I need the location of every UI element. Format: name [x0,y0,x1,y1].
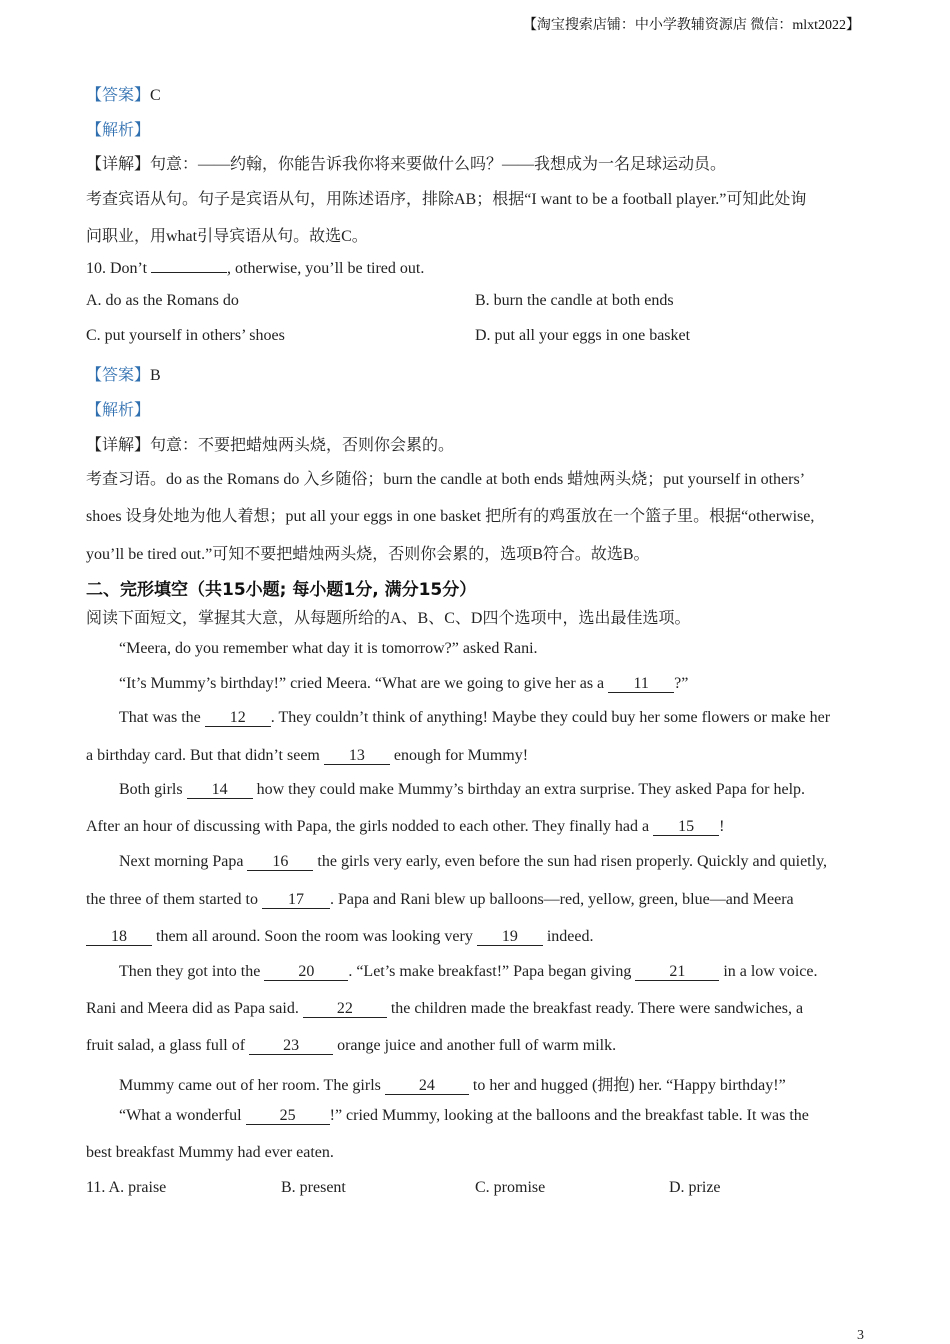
passage-line [119,1072,786,1095]
passage-text: the three of them started to [86,891,258,908]
passage-text: . Papa and Rani blew up balloons—red, yellow, green, blue—and Meera [329,891,794,908]
section-title: 二、完形填空（共15小题; 每小题1分, 满分15分） [86,580,477,600]
passage-line [86,928,594,946]
blank-15: 15 [653,819,719,836]
passage-text: in a low voice. [723,963,818,980]
passage-text: After an hour of discussing with Papa, the girls nodded to each other. They finally had a [86,818,650,835]
q10-option-d: D. put all your eggs in one basket [475,327,691,344]
passage-text: . “Let’s make breakfast!” Papa began giving [348,963,632,980]
passage-text: fruit salad, a glass full of [86,1037,246,1054]
passage-text: . They couldn’t think of anything! Maybe they could buy her some flowers or make her [270,709,831,726]
passage-text: Then they got into the [119,963,261,980]
passage-line [119,1107,809,1125]
passage-line [86,891,794,909]
q10-answer [86,362,161,385]
passage-text: !” cried Mummy, looking at the balloons and the breakfast table. It was the [329,1107,809,1124]
q9-analysis-tag: 【解析】 [86,122,151,139]
blank-14: 14 [187,782,253,799]
blank-11: 11 [608,676,674,693]
q9-answer [86,82,161,105]
q10-analysis-tag: 【解析】 [86,402,151,419]
passage-text: Rani and Meera did as Papa said. [86,1000,299,1017]
blank-16: 16 [247,854,313,871]
passage-line [86,747,528,765]
answer-value: C [150,87,161,104]
blank-23: 23 [249,1038,333,1055]
passage-text: indeed. [546,928,594,945]
q10-stem-post: , otherwise, you’ll be tired out. [227,260,425,277]
passage-line [119,709,830,727]
answer-tag: 【答案】 [86,87,151,104]
blank-13: 13 [324,748,390,765]
q9-detail: 【详解】句意：——约翰，你能告诉我你将来要做什么吗？——我想成为一名足球运动员。 [86,156,727,173]
q10-stem-pre: 10. Don’t [86,260,148,277]
passage-text: That was the [119,709,201,726]
q11-option-c: C. promise [475,1179,546,1196]
passage-text: them all around. Soon the room was looking very [156,928,473,945]
passage-text: the girls very early, even before the sun had risen properly. Quickly and quietly, [317,853,828,870]
blank-19: 19 [477,929,543,946]
blank-17: 17 [262,892,330,909]
passage-text: “It’s Mummy’s birthday!” cried Meera. “What are we going to give her as a [119,675,605,692]
passage-text: ?” [674,675,689,692]
blank-24: 24 [385,1078,469,1095]
passage-line [119,963,818,981]
passage-text: how they could make Mummy’s birthday an extra surprise. They asked Papa for help. [256,781,806,798]
q10-option-a: A. do as the Romans do [86,292,239,309]
answer-value: B [150,367,161,384]
q11-option-b: B. present [281,1179,346,1196]
q10-option-c: C. put yourself in others’ shoes [86,327,285,344]
answer-tag: 【答案】 [86,367,151,384]
q11-option-a: 11. A. praise [86,1179,167,1196]
blank-21: 21 [635,964,719,981]
q11-option-d: D. prize [669,1179,721,1196]
passage-text: enough for Mummy! [393,747,529,764]
passage-line: best breakfast Mummy had ever eaten. [86,1144,334,1161]
passage-text: to her and hugged (拥抱) her. “Happy birthday!” [472,1077,786,1094]
passage-text: Mummy came out of her room. The girls [119,1077,381,1094]
passage-line [86,818,724,836]
q10-detail: 【详解】句意：不要把蜡烛两头烧，否则你会累的。 [86,437,455,454]
blank-20: 20 [264,964,348,981]
q9-explain-line-2: 问职业，用what引导宾语从句。故选C。 [86,228,368,245]
q10-blank [151,258,227,273]
passage-line [86,1000,803,1018]
passage-line [119,675,688,693]
passage-line: “Meera, do you remember what day it is tomorrow?” asked Rani. [119,640,538,657]
page-number: 3 [857,1328,864,1343]
passage-text: the children made the breakfast ready. There were sandwiches, a [390,1000,804,1017]
passage-line [119,781,805,799]
section-instructions: 阅读下面短文，掌握其大意，从每题所给的A、B、C、D四个选项中，选出最佳选项。 [86,610,691,627]
q10-explain-line-2: shoes 设身处地为他人着想；put all your eggs in one basket 把所有的鸡蛋放在一个篮子里。根据“otherwise, [86,508,815,525]
q9-explain-line-1: 考查宾语从句。句子是宾语从句，用陈述语序，排除AB；根据“I want to be a football player.”可知此处询 [86,191,807,208]
blank-22: 22 [303,1001,387,1018]
passage-line [86,1037,616,1055]
passage-text: Next morning Papa [119,853,244,870]
q10-explain-line-1: 考查习语。do as the Romans do 入乡随俗；burn the candle at both ends 蜡烛两头烧；put yourself in others’ [86,471,806,488]
passage-text: “What a wonderful [119,1107,242,1124]
q10-explain-line-3: you’ll be tired out.”可知不要把蜡烛两头烧，否则你会累的，选项B符合。故选B。 [86,546,650,563]
passage-text: orange juice and another full of warm milk. [337,1037,617,1054]
blank-25: 25 [246,1108,330,1125]
passage-text: ! [719,818,725,835]
passage-line [119,853,827,871]
passage-text: Both girls [119,781,183,798]
blank-18: 18 [86,929,152,946]
q10-option-b: B. burn the candle at both ends [475,292,674,309]
blank-12: 12 [205,710,271,727]
page-header: 【淘宝搜索店铺：中小学教辅资源店 微信：mlxt2022】 [522,18,860,33]
passage-text: a birthday card. But that didn’t seem [86,747,320,764]
q10-stem [86,258,424,278]
